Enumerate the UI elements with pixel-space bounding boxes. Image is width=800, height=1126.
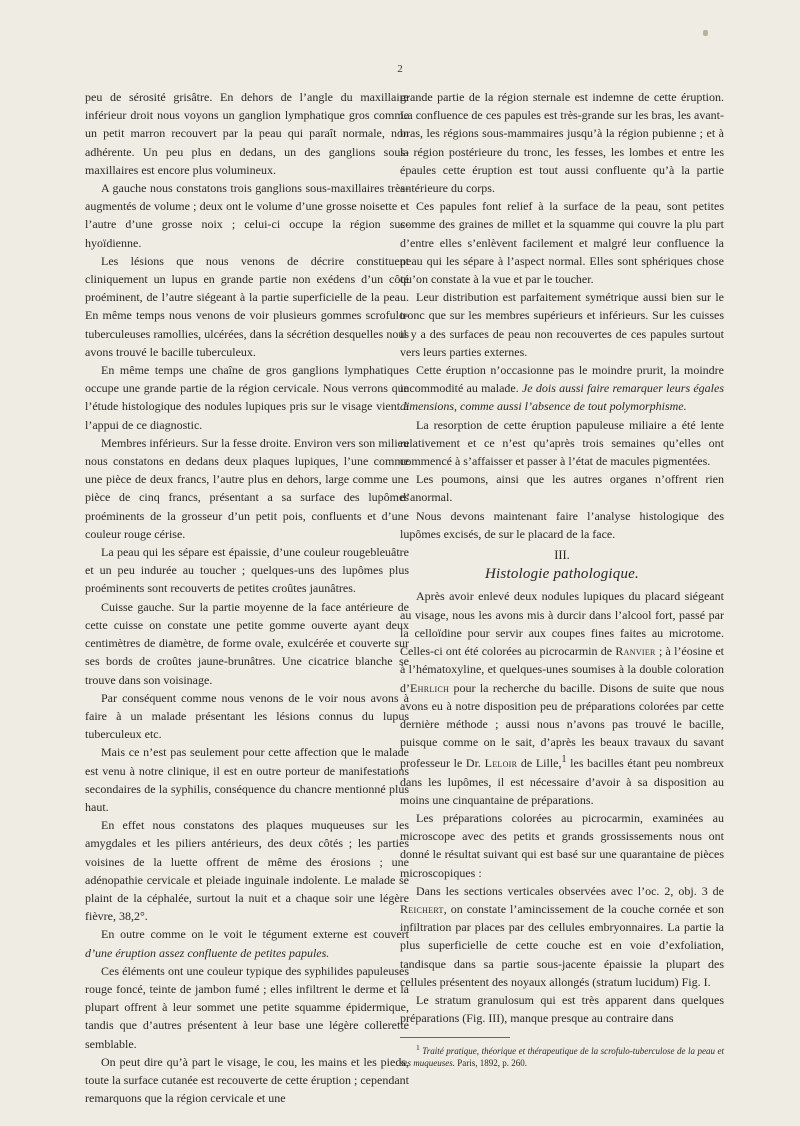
footnote-title: Traité pratique, théorique et thérapeutique de la scrofulo-tuberculose de la peau et ses muqueuses. bbox=[400, 1046, 725, 1069]
italic-emphasis: Je dois aussi faire remarquer leurs égales dimensions, comme aussi l’absence de tout polymorphisme. bbox=[400, 381, 724, 414]
section-number: III. bbox=[554, 548, 570, 563]
section-title: Histologie pathologique. bbox=[485, 566, 639, 583]
left-column bbox=[85, 88, 409, 1107]
paragraph-text: Après avoir enlevé deux nodules lupiques du placard siégeant au visage, nous les avons mis à durcir dans l’alcool fort, passé par la celloïdine pour servir aux coupes fines faites au microtome. Celles-ci ont été colorées au picrocarmin de bbox=[400, 589, 724, 659]
footnote-marker: 1 bbox=[561, 754, 567, 766]
paragraph: Cuisse gauche. Sur la partie moyenne de la face antérieure de cette cuisse on constate une petite gomme ouverte ayant deux centimètres de diamètre, de forme ovale, exulcérée et couverte sur ses bords de croûtes jaune-brunâtres. Une cicatrice blanche se trouve dans son voisinage. bbox=[85, 599, 409, 687]
paragraph: La peau qui les sépare est épaissie, d’une couleur rougebleuâtre et un peu indurée au toucher ; quelques-uns des lupômes plus proéminents sont recouverts de petites croûtes jaunâtres. bbox=[85, 545, 409, 596]
footnote-divider bbox=[400, 1037, 510, 1038]
paragraph-text: pour la recherche du bacille. Disons de suite que nous avons eu à notre disposition peu de préparations colorées par cette dernière méthode ; aussi nous n’avons pas trouvé le bacille, puisque comme on le sait, d’après les beaux travaux du savant professeur le Dr. bbox=[400, 680, 724, 771]
right-column bbox=[400, 88, 724, 1069]
paragraph: Membres inférieurs. Sur la fesse droite. Environ vers son milieu nous constatons en dedans deux plaques lupiques, l’une comme une pièce de deux francs, l’autre plus en dehors, large comme une pièce de cinq francs, présentant a sa surface des lupômes proéminents de la grosseur d’un petit pois, confluents et d’une couleur rouge cérise. bbox=[85, 435, 409, 541]
paragraph bbox=[400, 587, 724, 808]
paragraph: Par conséquent comme nous venons de le voir nous avons à faire à un malade présentant les lésions connus du lupus tuberculeux etc. bbox=[85, 690, 409, 742]
paragraph: peu de sérosité grisâtre. En dehors de l’angle du maxillaire inférieur droit nous voyons un ganglion lymphatique gros comme un petit marron recouvert par la peau qui paraît normale, non adhérente. Un peu plus en dedans, un des ganglions sous-maxillaires est encore plus volumineux. bbox=[85, 90, 409, 177]
paragraph: On peut dire qu’à part le visage, le cou, les mains et les pieds, toute la surface cutanée est recouverte de cette éruption ; cependant remarquons que la région cervicale et une bbox=[85, 1054, 409, 1106]
paragraph-text: de Lille, bbox=[517, 756, 562, 771]
italic-emphasis: d’une éruption assez confluente de petites papules. bbox=[85, 945, 330, 960]
paragraph: En effet nous constatons des plaques muqueuses sur les amygdales et les piliers antérieurs, des deux côtés ; les parties voisines de la luette offrent de même des érosions ; une adénopathie cervicale et pleiade inguinale indolente. Le malade se plaint de la céphalée, surtout la nuit et a chaque soir une légère fièvre, 38,2°. bbox=[85, 818, 409, 924]
author-name: Ehrlich bbox=[410, 680, 450, 695]
paragraph-text: ; à l’éosine et à l’hématoxyline, et quelques-unes soumises à la double coloration d’ bbox=[400, 644, 725, 695]
paragraph: Les préparations colorées au picrocarmin, examinées au microscope avec des petits et grands grossissements nous ont donné le résultat suivant qui est basé sur une quarantaine de pièces microscopiques : bbox=[400, 810, 724, 880]
author-name: Leloir bbox=[484, 756, 518, 771]
paragraph: Ces papules font relief à la surface de la peau, sont petites comme des graines de millet et la squamme qui couvre la plu part d’entre elles s’enlèvent facilement et malgré leur confluence la peau qui les sépare à l’aspect normal. Elles sont sphériques chose qu’on constate à la vue et par le toucher. bbox=[400, 199, 724, 287]
paragraph-text: Dans les sections verticales observées avec l’oc. 2, obj. 3 de bbox=[416, 883, 724, 898]
paragraph: Les poumons, ainsi que les autres organes n’offrent rien d’anormal. bbox=[400, 472, 724, 505]
paragraph: Leur distribution est parfaitement symétrique aussi bien sur le tronc que sur les membres supérieurs et inférieurs. Sur les cuisses il y a des surfaces de peau non recouvertes de ces papules surtout vers leurs parties externes. bbox=[400, 290, 724, 359]
paragraph bbox=[85, 925, 409, 961]
paragraph-text: En outre comme on le voit le tégument externe est couvert bbox=[101, 927, 409, 942]
paragraph: Les lésions que nous venons de décrire constituent cliniquement un lupus en grande partie non exédens d’un côté proéminent, de l’autre siégeant à la partie superficielle de la peau. En même temps nous venons de voir plusieurs gommes scrofulo-tuberculeuses ramollies, ulcérées, dans la sécrétion desquelles nous avons trouvé le bacille tuberculeux. bbox=[85, 253, 409, 359]
paragraph-text: , on constate l’amincissement de la couche cornée et son infiltration par places par des cellules embryonnaires. La partie la plus superficielle de cette couche est en voie d’exfoliation, tandisque dans sa partie sous-jacente épaissie la plupart des cellules présentent des noyaux allongés (stratum lucidum) Fig. I. bbox=[400, 901, 724, 989]
paragraph: grande partie de la région sternale est indemne de cette éruption. La confluence de ces papules est très-grande sur les bras, les avant-bras, les régions sous-mammaires jusqu’à la région pubienne ; et à la région postérieure du tronc, les fesses, les lombes et entre les épaules cette éruption est tout aussi confluente qu’à la partie antérieure du corps. bbox=[400, 90, 724, 196]
paper-smudge bbox=[703, 30, 708, 36]
paragraph: Ces éléments ont une couleur typique des syphilides papuleuses rouge foncé, teinte de jambon fumé ; elles infiltrent le derme et la plupart offrent à leur sommet une petite squamme épidermique, tandis que d’autres présentent à leur base une légère collerette semblable. bbox=[85, 963, 409, 1051]
paragraph: Le stratum granulosum qui est très apparent dans quelques préparations (Fig. III), manque presque au contraire dans bbox=[400, 992, 724, 1026]
author-name: Reichert bbox=[400, 901, 444, 916]
paragraph bbox=[400, 361, 724, 416]
paragraph: Mais ce n’est pas seulement pour cette affection que le malade est venu à notre clinique, il est en outre porteur de manifestations secondaires de la syphilis, conséquence du chancre mentionné plus haut. bbox=[85, 745, 409, 814]
author-name: Ranvier bbox=[615, 644, 656, 659]
paragraph: La resorption de cette éruption papuleuse miliaire a été lente relativement et ce n’est qu’après trois semaines qu’elles ont commencé à s’affaisser et passer à l’état de macules pigmentées. bbox=[400, 417, 724, 469]
paragraph-text: les bacilles étant peu nombreux dans les lupômes, il est nécessaire d’avoir à sa disposition au moins une cinquantaine de préparations. bbox=[400, 756, 724, 807]
paragraph: Nous devons maintenant faire l’analyse histologique des lupômes excisés, de sur le placard de la face. bbox=[400, 508, 724, 541]
paragraph bbox=[400, 882, 724, 991]
footnote-marker: 1 bbox=[416, 1043, 420, 1053]
page-number: 2 bbox=[397, 63, 403, 75]
paragraph: A gauche nous constatons trois ganglions sous-maxillaires très-augmentés de volume ; deux ont le volume d’une grosse noisette et l’autre d’une grosse noix ; celui-ci occupe la région sus-hyoïdienne. bbox=[85, 181, 409, 250]
footnote-text: Paris, 1892, p. 260. bbox=[455, 1058, 527, 1069]
footnote bbox=[400, 1042, 724, 1069]
paragraph-text: Cette éruption n’occasionne pas le moindre prurit, la moindre incommodité au malade. bbox=[400, 363, 724, 396]
paragraph: En même temps une chaîne de gros ganglions lymphatiques occupe une grande partie de la région cervicale. Nous verrons que l’étude histologique des nodules lupiques pris sur le visage vient à l’appui de ce diagnostic. bbox=[85, 363, 409, 432]
